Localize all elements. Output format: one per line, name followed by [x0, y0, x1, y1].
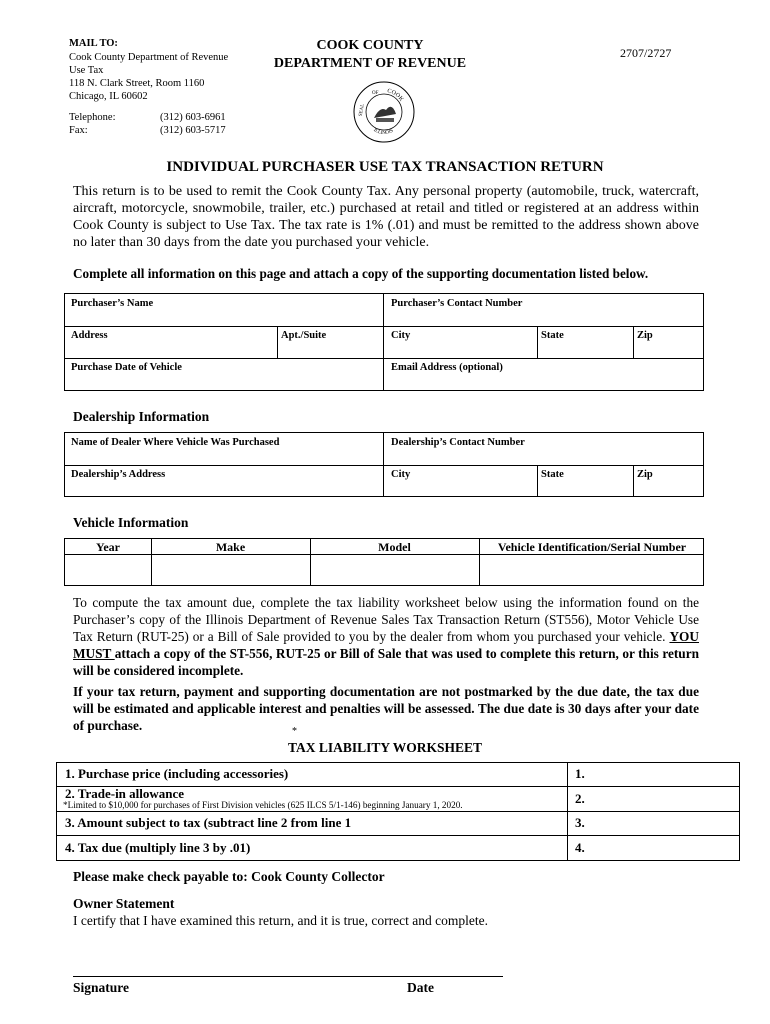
worksheet-heading: TAX LIABILITY WORKSHEET [287, 740, 483, 755]
svg-text:ILLINOIS [372, 128, 394, 136]
trade-in-note: *Limited to $10,000 for purchases of First Division vehicles (625 ILCS 5/1-146) beginning January 1, 2020. [63, 800, 463, 810]
dealer-contact-field[interactable]: Dealership’s Contact Number [391, 437, 525, 448]
date-label: Date [407, 980, 434, 995]
city-field[interactable]: City [391, 330, 411, 341]
purchaser-contact-field[interactable]: Purchaser’s Contact Number [391, 298, 523, 309]
zip-field[interactable]: Zip [637, 330, 653, 341]
vehicle-year-header: Year [96, 540, 120, 554]
warning-paragraph: If your tax return, payment and supporting documentation are not postmarked by the due date, the tax due will be estimated and applicable interest and penalties will be assessed. The due date is 30 days after your date of purchase. [73, 684, 699, 733]
mail-to-label: MAIL TO: [69, 38, 118, 49]
vehicle-heading: Vehicle Information [73, 515, 189, 530]
address-line: Chicago, IL 60602 [69, 91, 148, 102]
worksheet-line-3: 3. Amount subject to tax (subtract line 2 from line 1 [65, 815, 352, 830]
purchaser-name-field[interactable]: Purchaser’s Name [71, 298, 154, 309]
telephone-number: (312) 603-6961 [160, 112, 226, 123]
dealer-city-field[interactable]: City [391, 469, 411, 480]
telephone-label: Telephone: [69, 112, 116, 123]
worksheet-line-1: 1. Purchase price (including accessories) [65, 766, 289, 781]
dealership-table [64, 432, 704, 497]
worksheet-line-3-input[interactable]: 3. [575, 815, 585, 830]
instructions: Complete all information on this page and attach a copy of the supporting documentation listed below. [73, 266, 649, 281]
purchaser-table [64, 293, 704, 391]
agency-department: DEPARTMENT OF REVENUE [273, 56, 467, 71]
dealer-name-field[interactable]: Name of Dealer Where Vehicle Was Purchased [71, 437, 280, 448]
intro-paragraph: This return is to be used to remit the Cook County Tax. Any personal property (automobile, truck, watercraft, aircraft, motorcycle, snowmobile, trailer, etc.) purchased at retail and titled or registered at an address within Cook County is subject to Use Tax. The tax rate is 1% (.01) and must be remitted to the address shown above no later than 30 days from the date you purchased your vehicle. [73, 184, 699, 250]
vehicle-make-input[interactable] [152, 555, 310, 586]
vehicle-year-input[interactable] [65, 555, 151, 586]
purchase-date-field[interactable]: Purchase Date of Vehicle [71, 362, 182, 373]
form-number: 2707/2727 [620, 46, 672, 60]
tax-worksheet-table [56, 762, 740, 861]
worksheet-line-2-input[interactable]: 2. [575, 791, 585, 806]
certification-text: I certify that I have examined this return, and it is true, correct and complete. [73, 913, 488, 928]
address-line: Cook County Department of Revenue [69, 52, 229, 63]
vehicle-model-input[interactable] [311, 555, 479, 586]
address-line: 118 N. Clark Street, Room 1160 [69, 78, 205, 89]
state-field[interactable]: State [541, 330, 564, 341]
worksheet-line-4: 4. Tax due (multiply line 3 by .01) [65, 840, 251, 855]
address-field[interactable]: Address [71, 330, 108, 341]
you-must-text: YOU MUST [73, 629, 699, 661]
dealer-address-field[interactable]: Dealership’s Address [71, 469, 166, 480]
signature-label: Signature [73, 980, 130, 995]
form-title: INDIVIDUAL PURCHASER USE TAX TRANSACTION RETURN [166, 159, 604, 175]
compute-paragraph [73, 594, 699, 679]
seal-side-text: SEAL [358, 103, 366, 117]
seal-top-text: COOK [386, 88, 405, 103]
fax-label: Fax: [69, 125, 88, 136]
worksheet-line-1-input[interactable]: 1. [575, 766, 585, 781]
dealer-state-field[interactable]: State [541, 469, 564, 480]
vehicle-vin-header: Vehicle Identification/Serial Number [497, 540, 687, 554]
fax-number: (312) 603-5717 [160, 125, 226, 136]
signature-line[interactable] [73, 976, 503, 977]
svg-text:COOK [387, 88, 405, 103]
seal-left-text: OF [372, 91, 379, 96]
vehicle-table [64, 538, 704, 586]
county-seal-icon [352, 80, 416, 144]
compute-attach-text: attach a copy of the ST-556, RUT-25 or Bill of Sale that was used to complete this return, or this return will be considered incomplete. [73, 646, 699, 678]
email-field[interactable]: Email Address (optional) [391, 362, 503, 373]
worksheet-line-4-input[interactable]: 4. [575, 840, 585, 855]
apt-suite-field[interactable]: Apt./Suite [281, 330, 327, 341]
asterisk: * [292, 726, 297, 737]
agency-name: COOK COUNTY [316, 38, 424, 53]
dealership-heading: Dealership Information [73, 409, 210, 424]
compute-text: To compute the tax amount due, complete the tax liability worksheet below using the information found on the Purchaser’s copy of the Illinois Department of Revenue Sales Tax Transaction Return (ST556), Motor Vehicle Use Tax Return (RUT-25) or a Bill of Sale provided to you by the dealer from whom you purchased your vehicle. [73, 595, 699, 644]
worksheet-line-2: 2. Trade-in allowance [65, 786, 185, 801]
dealer-zip-field[interactable]: Zip [637, 469, 653, 480]
vehicle-vin-input[interactable] [480, 555, 704, 586]
payable-note: Please make check payable to: Cook County Collector [73, 869, 385, 884]
address-line: Use Tax [69, 65, 104, 76]
vehicle-model-header: Model [378, 540, 411, 554]
seal-bottom-text: ILLINOIS [372, 128, 395, 137]
vehicle-make-header: Make [215, 540, 246, 554]
owner-statement-heading: Owner Statement [73, 896, 175, 911]
